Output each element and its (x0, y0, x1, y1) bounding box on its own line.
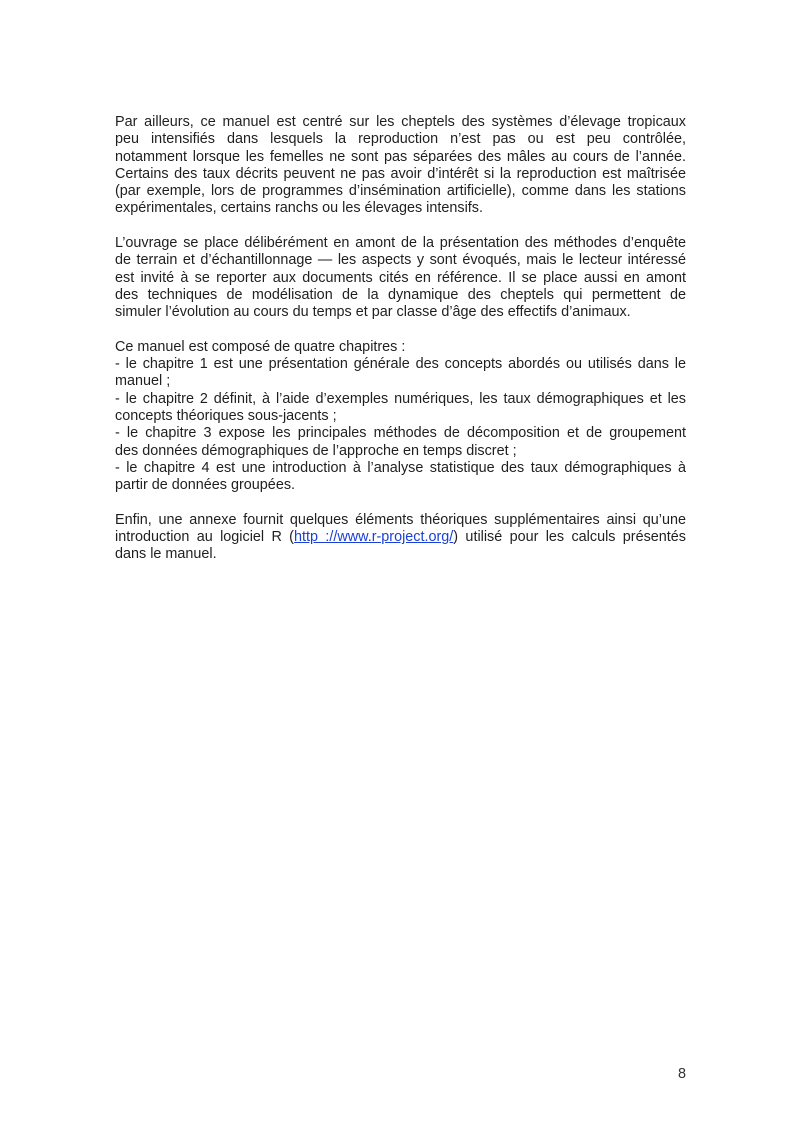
chapter-1-item: - le chapitre 1 est une présentation générale des concepts abordés ou utilisés dans le (115, 356, 686, 373)
chapter-1-item-cont: manuel ; (115, 373, 171, 390)
page-number: 8 (677, 1066, 686, 1082)
text-line: des techniques de modélisation de la dynamique des cheptels qui permettent de (115, 286, 686, 303)
text-line: de terrain et d’échantillonnage — les aspects y sont évoqués, mais le lecteur intéressé (115, 252, 686, 269)
chapter-2-item-cont: concepts théoriques sous-jacents ; (115, 408, 337, 425)
text-line: (par exemple, lors de programmes d’insémination artificielle), comme dans les stations (115, 183, 686, 200)
paragraph-positioning (115, 235, 686, 321)
text-line: peu intensifiés dans lesquels la reproduction n’est pas ou est peu contrôlée, (115, 131, 686, 148)
text-line: dans le manuel. (115, 546, 217, 563)
text-line: L’ouvrage se place délibérément en amont de la présentation des méthodes d’enquête (115, 235, 686, 252)
text-line: simuler l’évolution au cours du temps et par classe d’âge des effectifs d’animaux. (115, 304, 631, 321)
text-line: notamment lorsque les femelles ne sont pas séparées des mâles au cours de l’année. (115, 148, 686, 165)
body-text (115, 114, 686, 581)
paragraph-annex (115, 512, 686, 564)
text-line: expérimentales, certains ranchs ou les élevages intensifs. (115, 200, 483, 217)
text-segment: introduction au logiciel R ( (115, 529, 294, 546)
text-line: Par ailleurs, ce manuel est centré sur les cheptels des systèmes d’élevage tropicaux (115, 114, 686, 130)
text-line: Enfin, une annexe fournit quelques éléments théoriques supplémentaires ainsi qu’une (115, 511, 686, 528)
chapter-3-item: - le chapitre 3 expose les principales méthodes de décomposition et de groupement (115, 425, 686, 442)
text-segment: ) utilisé pour les calculs présentés (453, 529, 687, 546)
chapters-intro: Ce manuel est composé de quatre chapitres : (115, 338, 406, 355)
paragraph-scope (115, 114, 686, 218)
paragraph-chapters (115, 339, 686, 495)
text-line: est invité à se reporter aux documents cités en référence. Il se place aussi en amont (115, 269, 686, 286)
text-line: Certains des taux décrits peuvent ne pas avoir d’intérêt si la reproduction est maîtrisée (115, 165, 686, 182)
chapter-4-item-cont: partir de données groupées. (115, 477, 296, 494)
text-line-with-link (115, 529, 686, 546)
chapter-2-item: - le chapitre 2 définit, à l’aide d’exemples numériques, les taux démographiques et les (115, 390, 686, 407)
r-project-link[interactable]: http ://www.r-project.org/ (293, 529, 454, 546)
chapter-3-item-cont: des données démographiques de l’approche en temps discret ; (115, 442, 517, 459)
chapter-4-item: - le chapitre 4 est une introduction à l’analyse statistique des taux démographiques à (115, 459, 686, 476)
